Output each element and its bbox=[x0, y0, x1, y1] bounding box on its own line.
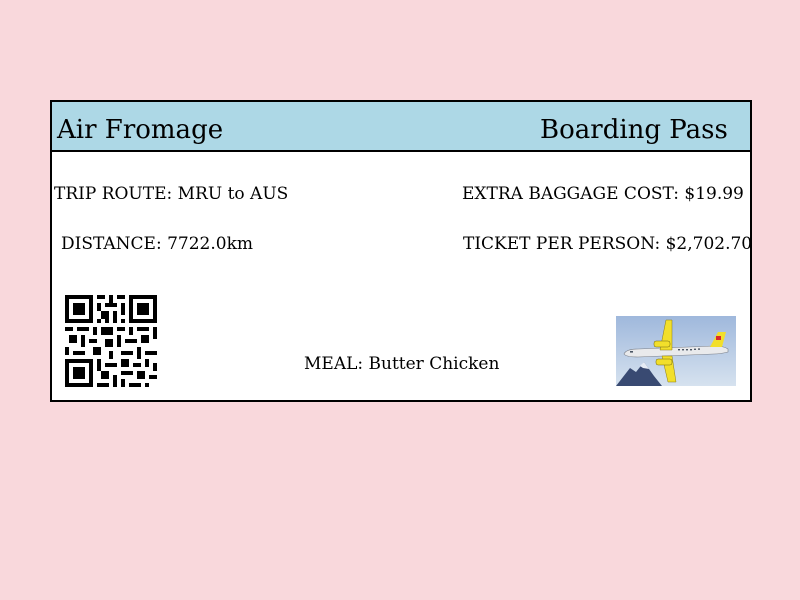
distance-field: DISTANCE: 7722.0km bbox=[61, 234, 254, 254]
qr-code-icon bbox=[65, 295, 157, 387]
extra-baggage-cost-field: EXTRA BAGGAGE COST: $19.99 bbox=[462, 184, 744, 204]
airline-name: Air Fromage bbox=[57, 115, 224, 145]
ticket-per-person-field: TICKET PER PERSON: $2,702.70 bbox=[463, 234, 753, 254]
airplane-photo bbox=[616, 316, 736, 386]
pass-header bbox=[52, 102, 750, 152]
boarding-pass-card bbox=[50, 100, 752, 402]
trip-route-field: TRIP ROUTE: MRU to AUS bbox=[54, 184, 289, 204]
meal-field: MEAL: Butter Chicken bbox=[304, 354, 500, 374]
pass-title: Boarding Pass bbox=[540, 115, 728, 145]
